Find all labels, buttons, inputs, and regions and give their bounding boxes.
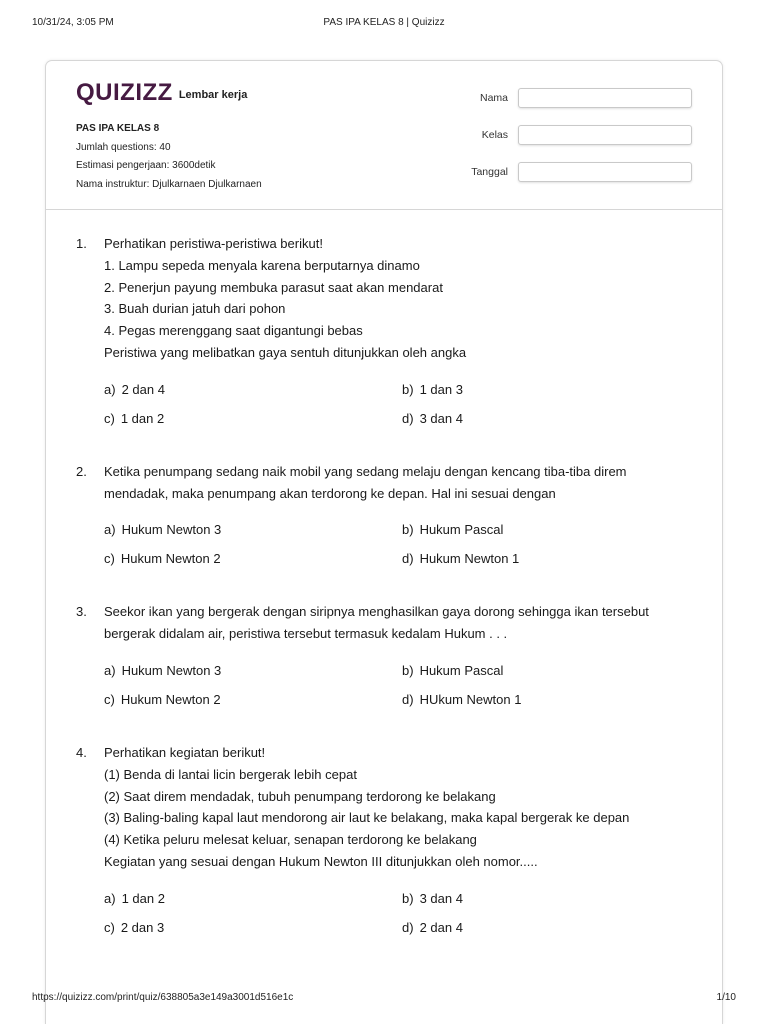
question-body (104, 233, 702, 364)
date-field-row (448, 161, 692, 183)
question-line: Perhatikan kegiatan berikut! (104, 744, 266, 760)
instructor-name: Nama instruktur: Djulkarnaen Djulkarnaen (76, 178, 262, 190)
name-input[interactable] (518, 88, 692, 108)
question-4 (76, 742, 702, 946)
option-b[interactable]: b) Hukum Pascal (402, 662, 504, 678)
answer-options (104, 660, 702, 718)
question-line: Seekor ikan yang bergerak dengan siripnya menghasilkan gaya dorong sehingga ikan tersebut (104, 604, 649, 620)
question-body (104, 461, 702, 505)
option-c[interactable]: c) Hukum Newton 2 (104, 551, 221, 567)
print-footer (32, 992, 736, 1006)
quizizz-logo: QUIZIZZ (76, 79, 173, 106)
answer-options (104, 519, 702, 577)
option-d[interactable]: d) Hukum Newton 1 (402, 551, 520, 567)
option-a[interactable]: a) 2 dan 4 (104, 381, 165, 397)
question-2 (76, 461, 702, 578)
question-line: bergerak didalam air, peristiwa tersebut termasuk kedalam Hukum . . . (104, 626, 508, 642)
option-a[interactable]: a) 1 dan 2 (104, 890, 165, 906)
option-a[interactable]: a) Hukum Newton 3 (104, 662, 222, 678)
worksheet-label: Lembar kerja (178, 89, 248, 101)
question-line: 3. Buah durian jatuh dari pohon (104, 301, 286, 317)
date-label: Tanggal (471, 166, 508, 178)
worksheet-header (46, 61, 722, 210)
name-label: Nama (479, 92, 508, 104)
quiz-title: PAS IPA KELAS 8 (76, 123, 160, 134)
question-line: 2. Penerjun payung membuka parasut saat akan mendarat (104, 279, 443, 295)
question-3 (76, 601, 702, 718)
question-line: (2) Saat direm mendadak, tubuh penumpang terdorong ke belakang (104, 788, 496, 804)
question-line: Kegiatan yang sesuai dengan Hukum Newton III ditunjukkan oleh nomor..... (104, 853, 538, 869)
question-line: Peristiwa yang melibatkan gaya sentuh ditunjukkan oleh angka (104, 344, 467, 360)
date-input[interactable] (518, 162, 692, 182)
option-c[interactable]: c) 2 dan 3 (104, 919, 165, 935)
question-body (104, 601, 702, 645)
option-c[interactable]: c) Hukum Newton 2 (104, 691, 221, 707)
brand (76, 80, 247, 106)
question-line: 1. Lampu sepeda menyala karena berputarnya dinamo (104, 257, 420, 273)
answer-options (104, 888, 702, 946)
option-c[interactable]: c) 1 dan 2 (104, 410, 165, 426)
print-title: PAS IPA KELAS 8 | Quizizz (323, 17, 445, 28)
option-b[interactable]: b) 3 dan 4 (402, 890, 463, 906)
question-line: mendadak, maka penumpang akan terdorong ke depan. Hal ini sesuai dengan (104, 485, 556, 501)
question-number: 1. (76, 236, 87, 251)
question-line: Ketika penumpang sedang naik mobil yang sedang melaju dengan kencang tiba-tiba direm (104, 463, 627, 479)
print-url: https://quizizz.com/print/quiz/638805a3e149a3001d516e1c (32, 992, 294, 1003)
question-body (104, 742, 702, 873)
print-date: 10/31/24, 3:05 PM (32, 17, 114, 28)
option-a[interactable]: a) Hukum Newton 3 (104, 522, 222, 538)
question-line: (1) Benda di lantai licin bergerak lebih cepat (104, 766, 357, 782)
option-b[interactable]: b) Hukum Pascal (402, 522, 504, 538)
option-b[interactable]: b) 1 dan 3 (402, 381, 463, 397)
option-d[interactable]: d) 3 dan 4 (402, 410, 463, 426)
quiz-meta (76, 120, 262, 194)
question-line: 4. Pegas merenggang saat digantungi bebas (104, 323, 363, 339)
question-list (76, 233, 702, 946)
class-field-row (448, 124, 692, 146)
answer-options (104, 379, 702, 437)
question-number: 2. (76, 463, 87, 479)
question-count: Jumlah questions: 40 (76, 141, 171, 153)
class-input[interactable] (518, 125, 692, 145)
question-line: (3) Baling-baling kapal laut mendorong air laut ke belakang, maka kapal bergerak ke depan (104, 810, 630, 826)
time-estimate: Estimasi pengerjaan: 3600detik (76, 160, 216, 171)
question-number: 4. (76, 744, 87, 760)
question-1 (76, 233, 702, 437)
option-d[interactable]: d) 2 dan 4 (402, 919, 463, 935)
question-number: 3. (76, 604, 87, 620)
question-line: Perhatikan peristiwa-peristiwa berikut! (104, 236, 323, 251)
name-field-row (448, 87, 692, 109)
worksheet (45, 60, 723, 1024)
question-line: (4) Ketika peluru melesat keluar, senapan terdorong ke belakang (104, 832, 477, 848)
option-d[interactable]: d) HUkum Newton 1 (402, 691, 522, 707)
class-label: Kelas (481, 129, 508, 141)
page-number: 1/10 (716, 992, 736, 1003)
print-header (32, 17, 736, 31)
